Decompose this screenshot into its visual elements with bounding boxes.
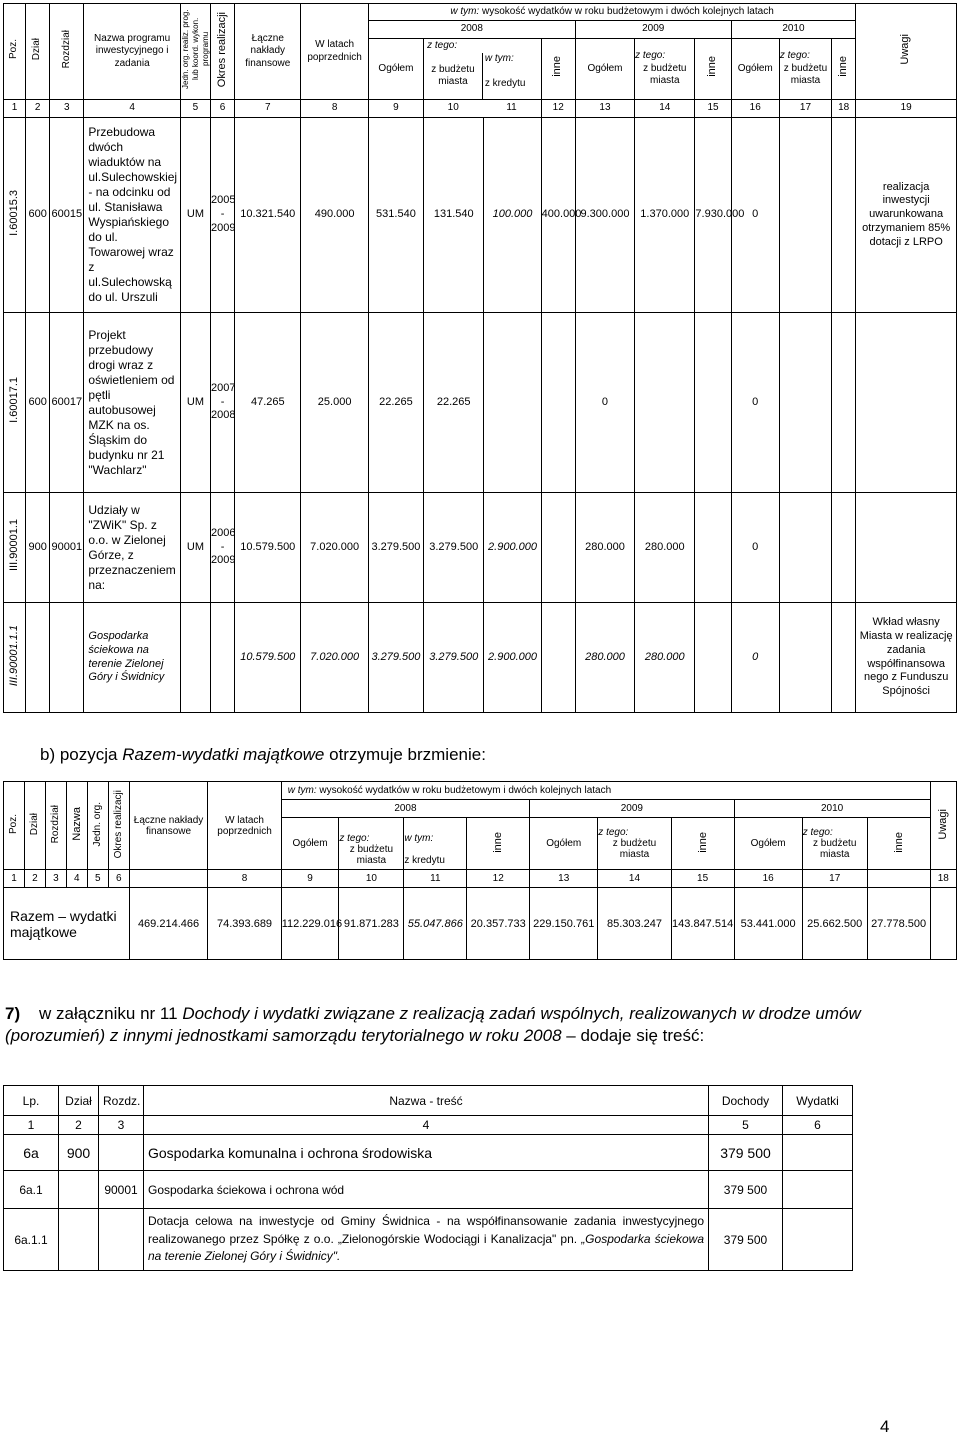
row-inne-2010 bbox=[832, 493, 856, 603]
header-year-2008: 2008 bbox=[281, 800, 529, 818]
col-num: 2 bbox=[26, 100, 50, 118]
total-inne-2008: 20.357.733 bbox=[467, 888, 530, 960]
col-num: 13 bbox=[575, 100, 634, 118]
table-row bbox=[4, 1135, 853, 1171]
total-inne-2009: 143.847.514 bbox=[671, 888, 734, 960]
total-ogolem-2008: 112.229.016 bbox=[281, 888, 339, 960]
row-okres: 2007 - 2008 bbox=[211, 313, 235, 493]
header-w-tym: w tym: wysokość wydatków w roku budżetowym i dwóch kolejnych latach bbox=[281, 782, 930, 800]
header-w-latach: W latach poprzednich bbox=[208, 782, 281, 870]
row-ogolem-2010: 0 bbox=[731, 118, 779, 313]
header-poz: Poz. bbox=[4, 4, 26, 100]
row-budzet-2009: 280.000 bbox=[635, 493, 695, 603]
total-ogolem-2010: 53.441.000 bbox=[734, 888, 802, 960]
col-num-pair bbox=[424, 100, 542, 118]
row-jedn: UM bbox=[180, 118, 210, 313]
header-poz: Poz. bbox=[4, 782, 25, 870]
row-poz: I.60017.1 bbox=[4, 313, 26, 493]
header-w-tym: w tym: wysokość wydatków w roku budżetowym i dwóch kolejnych latach bbox=[368, 4, 856, 21]
col-num: 8 bbox=[208, 870, 281, 888]
col-num: 16 bbox=[731, 100, 779, 118]
header-dochody: Dochody bbox=[709, 1086, 783, 1116]
row-rozdzial: 90001 bbox=[50, 493, 84, 603]
row-dochody: 379 500 bbox=[709, 1135, 783, 1171]
row-inne-2009 bbox=[695, 493, 731, 603]
header-tresc: Nazwa - treść bbox=[144, 1086, 709, 1116]
total-kredyt-2008: 55.047.866 bbox=[404, 888, 467, 960]
header-wydatki: Wydatki bbox=[783, 1086, 853, 1116]
row-ogolem-2008: 531.540 bbox=[368, 118, 423, 313]
column-numbers-row bbox=[4, 1116, 853, 1135]
row-dzial: 900 bbox=[59, 1135, 99, 1171]
row-laczne: 10.321.540 bbox=[235, 118, 301, 313]
col-num: 3 bbox=[99, 1116, 144, 1135]
table-row bbox=[4, 118, 957, 313]
row-ogolem-2009: 280.000 bbox=[575, 493, 634, 603]
total-uwagi bbox=[930, 888, 956, 960]
header-laczne: Łączne nakłady finansowe bbox=[129, 782, 208, 870]
header-ogolem-2009: Ogółem bbox=[530, 818, 598, 870]
row-budzet-2009: 1.370.000 bbox=[635, 118, 695, 313]
total-row bbox=[4, 888, 957, 960]
row-wydatki bbox=[783, 1171, 853, 1209]
row-inne-2009: 7.930.000 bbox=[695, 118, 731, 313]
row-uwagi: realizacja inwestycji uwarunkowana otrzymaniem 85% dotacji z LRPO bbox=[856, 118, 957, 313]
col-num: 2 bbox=[59, 1116, 99, 1135]
header-laczne: Łączne nakłady finansowe bbox=[235, 4, 301, 100]
header-nazwa: Nazwa bbox=[66, 782, 87, 870]
header-dzial: Dział bbox=[59, 1086, 99, 1116]
col-num: 3 bbox=[50, 100, 84, 118]
row-ogolem-2010: 0 bbox=[731, 603, 779, 713]
row-inne-2010 bbox=[832, 313, 856, 493]
table-row bbox=[4, 603, 957, 713]
row-rozdz bbox=[99, 1209, 144, 1271]
header-inne-2010: inne bbox=[867, 818, 930, 870]
paragraph-7: 7) w załączniku nr 11 Dochody i wydatki związane z realizacją zadań wspólnych, realizowanych w drodze umów (porozumień) z innymi jednostkami samorządu terytorialnego w roku 2008 – dodaje się treść: bbox=[5, 1004, 861, 1046]
row-dochody: 379 500 bbox=[709, 1209, 783, 1271]
row-budzet-2010 bbox=[779, 493, 831, 603]
header-inne-2009: inne bbox=[695, 39, 731, 100]
row-nazwa: Gospodarka ściekowa na terenie Zielonej Góry i Świdnicy bbox=[84, 603, 180, 713]
column-numbers-row bbox=[4, 870, 957, 888]
row-ogolem-2010: 0 bbox=[731, 493, 779, 603]
column-numbers-row bbox=[4, 100, 957, 118]
header-nazwa: Nazwa programu inwestycyjnego i zadania bbox=[84, 4, 180, 100]
row-poprzednich: 25.000 bbox=[301, 313, 368, 493]
col-num: 1 bbox=[4, 870, 25, 888]
row-dzial bbox=[59, 1171, 99, 1209]
row-laczne: 10.579.500 bbox=[235, 603, 301, 713]
row-inne-2008 bbox=[541, 493, 575, 603]
col-num-empty bbox=[129, 870, 208, 888]
row-wydatki bbox=[783, 1209, 853, 1271]
col-num: 1 bbox=[4, 100, 26, 118]
header-inne-2008: inne bbox=[541, 39, 575, 100]
row-ogolem-2008: 3.279.500 bbox=[368, 493, 423, 603]
row-okres: 2005 - 2009 bbox=[211, 118, 235, 313]
row-budzet-2008: 22.265 bbox=[424, 313, 484, 493]
col-num: 15 bbox=[695, 100, 731, 118]
header-year-2009: 2009 bbox=[575, 21, 731, 39]
header-jedn: Jedn. org. bbox=[87, 782, 108, 870]
row-rozdzial: 60017 bbox=[50, 313, 84, 493]
col-num: 6 bbox=[108, 870, 129, 888]
row-wydatki bbox=[783, 1135, 853, 1171]
col-num: 14 bbox=[635, 100, 695, 118]
row-inne-2008: 400.000 bbox=[541, 118, 575, 313]
col-num: 12 bbox=[467, 870, 530, 888]
row-laczne: 47.265 bbox=[235, 313, 301, 493]
header-ogolem-2010: Ogółem bbox=[734, 818, 802, 870]
row-inne-2009 bbox=[695, 313, 731, 493]
row-nazwa: Przebudowa dwóch wiaduktów na ul.Sulechowskiej - na odcinku od ul. Stanisława Wyspiańskiego do ul. Towarowej wraz z ul.Sulechowską do ul. Urszuli bbox=[84, 118, 180, 313]
header-okres: Okres realizacji bbox=[108, 782, 129, 870]
row-budzet-2010 bbox=[779, 313, 831, 493]
header-uwagi: Uwagi bbox=[930, 782, 956, 870]
row-uwagi bbox=[856, 313, 957, 493]
row-budzet-2008: 131.540 bbox=[424, 118, 484, 313]
header-w-tym-kredyt: w tym: z kredytu bbox=[484, 53, 526, 89]
table-row bbox=[4, 1171, 853, 1209]
total-inne-2010: 27.778.500 bbox=[867, 888, 930, 960]
row-rozdz bbox=[99, 1135, 144, 1171]
header-ogolem-2008: Ogółem bbox=[281, 818, 339, 870]
row-rozdzial bbox=[50, 603, 84, 713]
row-dzial bbox=[59, 1209, 99, 1271]
col-num: 11 bbox=[404, 870, 467, 888]
row-rozdzial: 60015 bbox=[50, 118, 84, 313]
row-nazwa: Udziały w "ZWiK" Sp. z o.o. w Zielonej Górze, z przeznaczeniem na: bbox=[84, 493, 180, 603]
header-rozdz: Rozdz. bbox=[99, 1086, 144, 1116]
total-budzet-2010: 25.662.500 bbox=[802, 888, 867, 960]
row-dzial: 900 bbox=[26, 493, 50, 603]
col-num-empty bbox=[867, 870, 930, 888]
row-poprzednich: 7.020.000 bbox=[301, 603, 368, 713]
header-ogolem-2010: Ogółem bbox=[731, 39, 779, 100]
header-sub-2008 bbox=[424, 39, 542, 100]
table-row bbox=[4, 313, 957, 493]
col-num: 10 bbox=[447, 102, 459, 114]
col-num: 15 bbox=[671, 870, 734, 888]
row-budzet-2010 bbox=[779, 603, 831, 713]
row-jedn: UM bbox=[180, 493, 210, 603]
row-budzet-2009: 280.000 bbox=[635, 603, 695, 713]
header-z-budzetu-2010: z tego: z budżetu miasta bbox=[779, 39, 831, 100]
row-lp: 6a bbox=[4, 1135, 59, 1171]
header-kredyt-2008: w tym: z kredytu bbox=[404, 818, 467, 870]
header-row bbox=[4, 1086, 853, 1116]
col-num: 4 bbox=[84, 100, 180, 118]
header-inne-2010: inne bbox=[832, 39, 856, 100]
header-inne-2009: inne bbox=[671, 818, 734, 870]
paragraph-number: 7) bbox=[5, 1004, 21, 1023]
col-num: 9 bbox=[281, 870, 339, 888]
row-ogolem-2009: 280.000 bbox=[575, 603, 634, 713]
total-budzet-2008: 91.871.283 bbox=[339, 888, 404, 960]
row-poprzednich: 490.000 bbox=[301, 118, 368, 313]
row-dochody: 379 500 bbox=[709, 1171, 783, 1209]
col-num: 13 bbox=[530, 870, 598, 888]
col-num: 6 bbox=[783, 1116, 853, 1135]
page-number: 4 bbox=[880, 1417, 890, 1436]
row-inne-2010 bbox=[832, 603, 856, 713]
row-dzial: 600 bbox=[26, 313, 50, 493]
header-rozdzial: Rozdział bbox=[45, 782, 66, 870]
header-dzial: Dział bbox=[24, 782, 45, 870]
col-num: 17 bbox=[779, 100, 831, 118]
header-year-2010: 2010 bbox=[734, 800, 930, 818]
header-year-2008: 2008 bbox=[368, 21, 575, 39]
col-num: 18 bbox=[930, 870, 956, 888]
header-lp: Lp. bbox=[4, 1086, 59, 1116]
row-jedn bbox=[180, 603, 210, 713]
col-num: 7 bbox=[235, 100, 301, 118]
col-num: 5 bbox=[87, 870, 108, 888]
header-uwagi: Uwagi bbox=[856, 4, 957, 100]
col-num: 16 bbox=[734, 870, 802, 888]
col-num: 3 bbox=[45, 870, 66, 888]
col-num: 4 bbox=[144, 1116, 709, 1135]
header-z-budzetu-2010: z tego: z budżetu miasta bbox=[802, 818, 867, 870]
col-num: 2 bbox=[24, 870, 45, 888]
col-num: 5 bbox=[709, 1116, 783, 1135]
header-z-budzetu-2009: z tego: z budżetu miasta bbox=[635, 39, 695, 100]
row-poz: I.60015.3 bbox=[4, 118, 26, 313]
row-tresc: Gospodarka ściekowa i ochrona wód bbox=[144, 1171, 709, 1209]
row-inne-2009 bbox=[695, 603, 731, 713]
row-jedn: UM bbox=[180, 313, 210, 493]
row-kredyt-2008 bbox=[484, 313, 541, 493]
header-w-latach: W latach poprzednich bbox=[301, 4, 368, 100]
row-ogolem-2009: 9.300.000 bbox=[575, 118, 634, 313]
row-inne-2008 bbox=[541, 313, 575, 493]
total-poprzednich: 74.393.689 bbox=[208, 888, 281, 960]
header-okres: Okres realizacji bbox=[211, 4, 235, 100]
col-num: 12 bbox=[541, 100, 575, 118]
row-okres: 2006 - 2009 bbox=[211, 493, 235, 603]
header-z-tego: z tego: bbox=[427, 39, 458, 51]
row-dzial: 600 bbox=[26, 118, 50, 313]
row-lp: 6a.1 bbox=[4, 1171, 59, 1209]
row-poprzednich: 7.020.000 bbox=[301, 493, 368, 603]
row-ogolem-2010: 0 bbox=[731, 313, 779, 493]
row-uwagi bbox=[856, 493, 957, 603]
row-ogolem-2008: 3.279.500 bbox=[368, 603, 423, 713]
header-dzial: Dział bbox=[26, 4, 50, 100]
row-rozdz: 90001 bbox=[99, 1171, 144, 1209]
header-year-2009: 2009 bbox=[530, 800, 734, 818]
table-row bbox=[4, 1209, 853, 1271]
row-budzet-2008: 3.279.500 bbox=[424, 493, 484, 603]
total-laczne: 469.214.466 bbox=[129, 888, 208, 960]
row-budzet-2010 bbox=[779, 118, 831, 313]
col-num: 5 bbox=[180, 100, 210, 118]
header-year-2010: 2010 bbox=[731, 21, 856, 39]
row-tresc: Dotacja celowa na inwestycje od Gminy Świdnica - na współfinansowanie zadania inwestycyjnego realizowanego przez Spółkę z o.o. „Zielonogórskie Wodociągi i Kanalizacja" pn. „Gospodarka ściekowa na terenie Zielonej Góry i Świdnicy". bbox=[144, 1209, 709, 1271]
col-num: 8 bbox=[301, 100, 368, 118]
row-uwagi: Wkład własny Miasta w realizację zadania współfinansowa nego z Funduszu Spójności bbox=[856, 603, 957, 713]
row-kredyt-2008: 2.900.000 bbox=[484, 493, 541, 603]
summary-table bbox=[3, 781, 957, 960]
header-z-budzetu-2009: z tego: z budżetu miasta bbox=[598, 818, 671, 870]
row-poz: III.90001.1.1 bbox=[4, 603, 26, 713]
row-okres bbox=[211, 603, 235, 713]
income-expense-table bbox=[3, 1085, 853, 1271]
header-ogolem-2008: Ogółem bbox=[368, 39, 423, 100]
col-num: 6 bbox=[211, 100, 235, 118]
row-ogolem-2008: 22.265 bbox=[368, 313, 423, 493]
row-poz: III.90001.1 bbox=[4, 493, 26, 603]
row-inne-2010 bbox=[832, 118, 856, 313]
investment-table bbox=[3, 3, 957, 713]
header-ogolem-2009: Ogółem bbox=[575, 39, 634, 100]
section-heading-b: b) pozycja Razem-wydatki majątkowe otrzymuje brzmienie: bbox=[40, 745, 486, 764]
col-num: 14 bbox=[598, 870, 671, 888]
header-rozdzial: Rozdział bbox=[50, 4, 84, 100]
header-z-budzetu-2008: z budżetu miasta bbox=[424, 53, 482, 99]
header-z-budzetu-2008: z tego: z budżetu miasta bbox=[339, 818, 404, 870]
row-lp: 6a.1.1 bbox=[4, 1209, 59, 1271]
row-kredyt-2008: 2.900.000 bbox=[484, 603, 541, 713]
row-nazwa: Projekt przebudowy drogi wraz z oświetleniem od pętli autobusowej MZK na os. Śląskim do budynku nr 21 "Wachlarz" bbox=[84, 313, 180, 493]
table-row bbox=[4, 493, 957, 603]
col-num: 10 bbox=[339, 870, 404, 888]
col-num: 11 bbox=[506, 102, 517, 114]
header-jedn: Jedn. org. realiz. prog. lub koord. wykon. programu bbox=[180, 4, 210, 100]
total-ogolem-2009: 229.150.761 bbox=[530, 888, 598, 960]
col-num: 4 bbox=[66, 870, 87, 888]
col-num: 9 bbox=[368, 100, 423, 118]
col-num: 19 bbox=[856, 100, 957, 118]
row-budzet-2009 bbox=[635, 313, 695, 493]
col-num: 17 bbox=[802, 870, 867, 888]
header-inne-2008: inne bbox=[467, 818, 530, 870]
total-budzet-2009: 85.303.247 bbox=[598, 888, 671, 960]
sub-header-2008 bbox=[424, 39, 541, 99]
col-num: 1 bbox=[4, 1116, 59, 1135]
total-label: Razem – wydatki majątkowe bbox=[4, 888, 130, 960]
row-tresc: Gospodarka komunalna i ochrona środowiska bbox=[144, 1135, 709, 1171]
row-dzial bbox=[26, 603, 50, 713]
row-laczne: 10.579.500 bbox=[235, 493, 301, 603]
row-inne-2008 bbox=[541, 603, 575, 713]
row-ogolem-2009: 0 bbox=[575, 313, 634, 493]
row-budzet-2008: 3.279.500 bbox=[424, 603, 484, 713]
col-num: 18 bbox=[832, 100, 856, 118]
row-kredyt-2008: 100.000 bbox=[484, 118, 541, 313]
